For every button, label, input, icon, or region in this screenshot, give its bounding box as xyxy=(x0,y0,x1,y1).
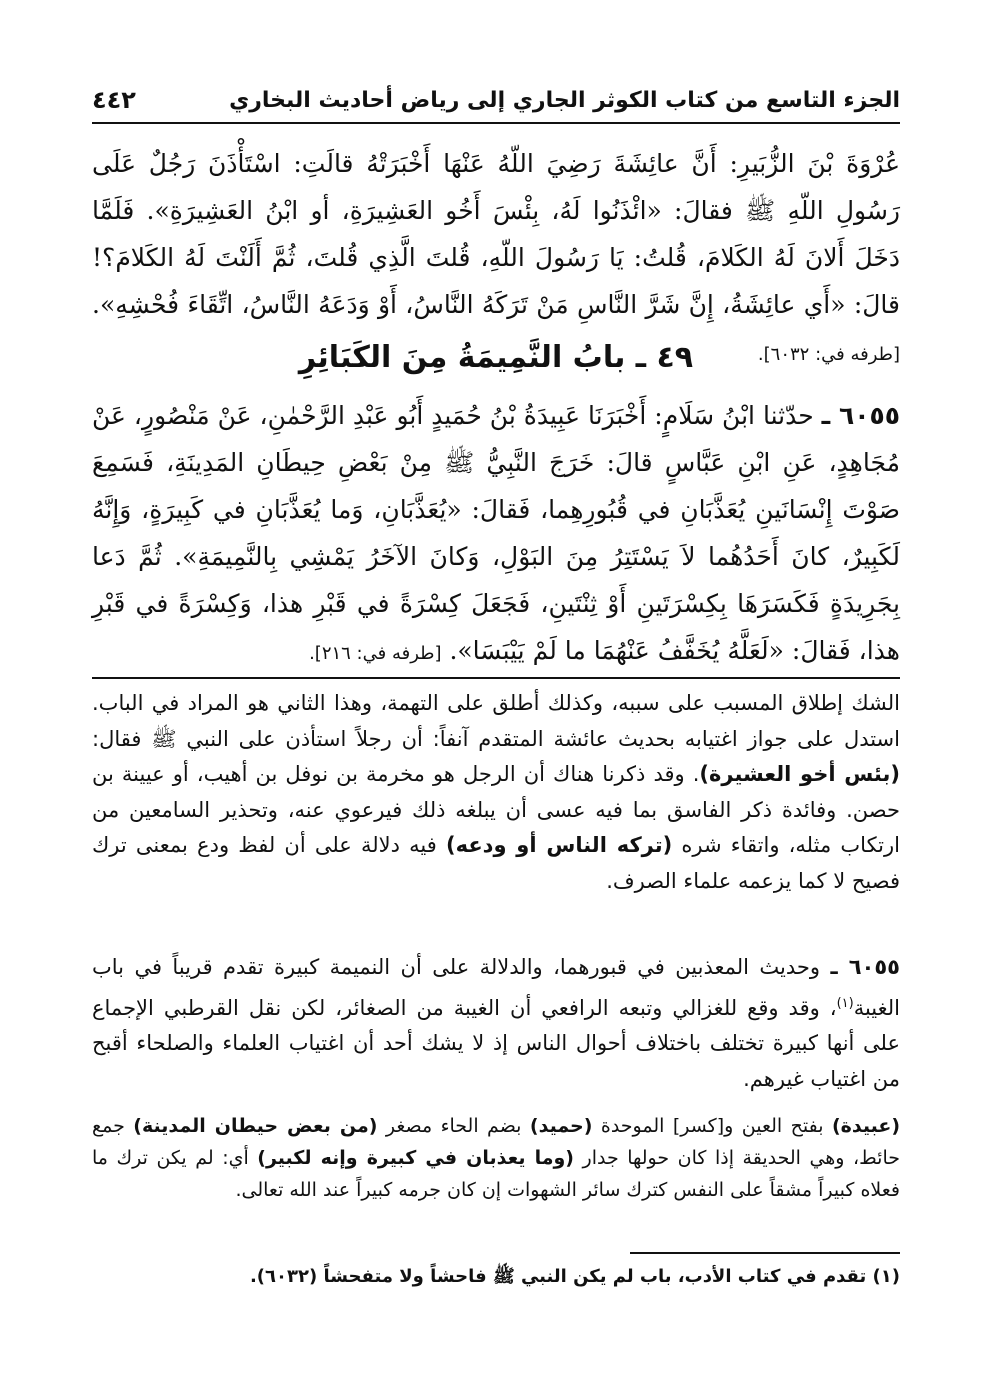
commentary-quote: (بئس أخو العشيرة) xyxy=(699,762,900,786)
footnote: (١) تقدم في كتاب الأدب، باب لم يكن النبي ﷺ فاحشاً ولا متفحشاً (٦٠٣٢). xyxy=(249,1266,900,1287)
hadith-text: حدّثنا ابْنُ سَلَامٍ: أَخْبَرَنَا عَبِيدَةُ بْنُ حُمَيدٍ أَبُو عَبْدِ الرَّحْمٰنِ، عَنْ مَنْصُورٍ، عَنْ مُجَاهِدٍ، عَنِ ابْنِ عَبَّاسٍ قالَ: خَرَجَ النَّبِيُّ ﷺ مِنْ بَعْضِ حِيطَانِ المَدِينَةِ، فَسَمِعَ صَوْتَ إِنْسَانَينِ يُعَذَّبَانِ في قُبُورِهِما، فَقالَ: «يُعَذَّبَانِ، وَما يُعَذَّبَانِ في كَبِيرَةٍ، وَإِنَّهُ لَكَبِيرٌ، كانَ أَحَدُهُما لاَ يَسْتَتِرُ مِنَ البَوْلِ، وَكانَ الآخَرُ يَمْشِي بِالنَّمِيمَةِ». ثُمَّ دَعا بِجَرِيدَةٍ فَكَسَرَهَا بِكِسْرَتَينِ أَوْ ثِنْتَينِ، فَجَعَلَ كِسْرَةً في قَبْرِ هذا، وَكِسْرَةً في قَبْرِ هذا، فَقالَ: «لَعَلَّهُ يُخَفَّفُ عَنْهُمَا ما لَمْ يَيْبَسَا». xyxy=(92,401,900,665)
commentary-text: فيه دلالة على أن لفظ ودع بمعنى ترك فصيح لا كما يزعمه علماء الصرف. xyxy=(92,833,900,893)
commentary-text: أي: لم يكن ترك ما فعلاه كبيراً مشقاً على النفس كترك سائر الشهوات إن كان جرمه كبيراً عند الله تعالى. xyxy=(92,1147,900,1201)
hadith-text: عُرْوَةَ بْنَ الزُّبَيرِ: أَنَّ عائِشَةَ رَضِيَ اللّهُ عَنْهَا أَخْبَرَتْهُ قالَتِ: اسْتَأْذَنَ رَجُلٌ عَلَى رَسُولِ اللّهِ ﷺ فقالَ: «ائْذَنُوا لَهُ، بِئْسَ أَخُو العَشِيرَةِ، أو ابْنُ العَشِيرَةِ». فَلَمَّا دَخَلَ أَلانَ لَهُ الكَلامَ، قُلتُ: يَا رَسُولَ اللّهِ، قُلتَ الَّذِي قُلتَ، ثُمَّ أَلَنْتَ لَهُ الكَلامَ؟! قالَ: «أَي عائِشَةُ، إِنَّ شَرَّ النَّاسِ مَنْ تَرَكَهُ النَّاسُ، أَوْ وَدَعَهُ النَّاسُ، اتِّقَاءَ فُحْشِهِ». xyxy=(92,149,900,319)
chapter-heading: ٤٩ ـ بابُ النَّمِيمَةُ مِنَ الكَبَائِرِ xyxy=(298,340,694,375)
footnote-marker[interactable]: (١) xyxy=(836,995,854,1011)
commentary-quote: (عبيدة) xyxy=(831,1115,901,1137)
commentary-text: بضم الحاء مصغر xyxy=(377,1115,530,1137)
commentary-text: جمع حائط، وهي الحديقة إذا كان حولها جدار xyxy=(92,1115,900,1169)
commentary-paragraph xyxy=(92,1110,900,1206)
commentary-quote: (حميد) xyxy=(529,1115,593,1137)
cross-reference: [طرفه في: ٢١٦]. xyxy=(309,643,442,664)
commentary-text: الشك إطلاق المسبب على سببه، وكذلك أطلق على التهمة، وهذا الثاني هو المراد في الباب. استدل على جواز اغتيابه بحديث عائشة المتقدم آنفاً: أن رجلاً استأذن على النبي ﷺ فقال: xyxy=(92,691,900,751)
commentary-paragraph xyxy=(92,950,900,1097)
page-header xyxy=(92,78,900,124)
cross-reference: [طرفه في: ٦٠٣٢]. xyxy=(757,344,900,365)
running-title: الجزء التاسع من كتاب الكوثر الجاري إلى رياض أحاديث البخاري xyxy=(229,87,900,113)
hadith-number: ٦٠٥٥ ـ xyxy=(821,401,901,430)
footnote-divider xyxy=(630,1252,900,1254)
commentary-number: ٦٠٥٥ ـ xyxy=(830,955,900,979)
commentary-text: بفتح العين و[كسر] الموحدة xyxy=(592,1115,832,1137)
commentary-text: وحديث المعذبين في قبورهما، والدلالة على أن النميمة كبيرة تقدم قريباً في باب الغيبة xyxy=(92,955,900,1020)
section-divider xyxy=(92,677,900,679)
commentary-text: . وقد ذكرنا هناك أن الرجل هو مخرمة بن نوفل بن أهيب، أو عيينة بن حصن. وفائدة ذكر الفاسق بما فيه عسى أن يبلغه ذلك فيرعوي عنه، وتحذير السامعين من ارتكاب مثله، واتقاء شره xyxy=(92,762,900,857)
commentary-paragraph xyxy=(92,686,900,899)
commentary-quote: (من بعض حيطان المدينة) xyxy=(133,1115,378,1137)
commentary-quote: (وما يعذبان في كبيرة وإنه لكبير) xyxy=(257,1147,574,1169)
page-number: ٤٤٢ xyxy=(92,86,136,114)
hadith-6055-text xyxy=(92,392,900,677)
commentary-quote: (تركه الناس أو ودعه) xyxy=(445,833,673,857)
commentary-text: ، وقد وقع للغزالي وتبعه الرافعي أن الغيبة من الصغائر، لكن نقل القرطبي الإجماع على أنها كبيرة تختلف باختلاف أحوال الناس إذ لا يشك أحد أن اغتياب العلماء والصلحاء أقبح من اغتياب غيرهم. xyxy=(92,995,900,1091)
